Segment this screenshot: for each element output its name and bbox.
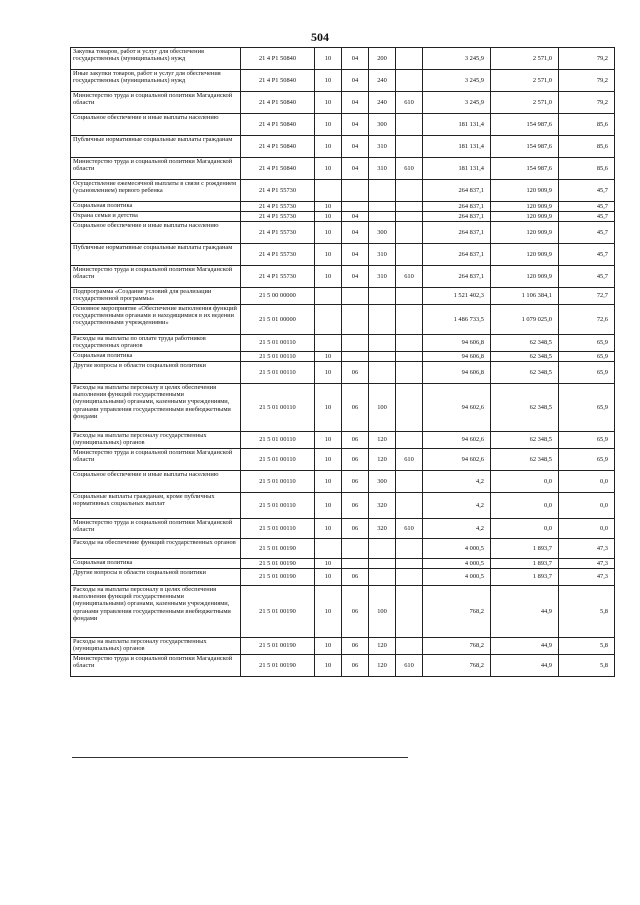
- cell-executed: 62 348,5: [491, 384, 559, 432]
- cell-subsection: 04: [342, 266, 369, 288]
- cell-expense-type: [369, 539, 396, 559]
- table-row: [71, 569, 615, 586]
- table-row: [71, 266, 615, 288]
- cell-expense-type: 200: [369, 48, 396, 70]
- cell-subsection: 06: [342, 519, 369, 539]
- cell-administrator: [396, 48, 423, 70]
- cell-target-code: 21 4 P1 50840: [241, 158, 315, 180]
- table-row: [71, 136, 615, 158]
- cell-executed: 62 348,5: [491, 362, 559, 384]
- cell-executed: 62 348,5: [491, 449, 559, 471]
- cell-name: Социальное обеспечение и иные выплаты населению: [71, 114, 241, 136]
- cell-administrator: 610: [396, 519, 423, 539]
- cell-administrator: [396, 586, 423, 638]
- cell-planned: 94 606,8: [423, 335, 491, 352]
- cell-target-code: 21 5 01 00190: [241, 539, 315, 559]
- cell-name: Расходы на выплаты персоналу в целях обеспечения выполнения функций государственными (муниципальными) органами, казенными учреждениями, органами управления государственными внебюджетными фондами: [71, 384, 241, 432]
- cell-target-code: 21 5 01 00110: [241, 362, 315, 384]
- cell-name: Публичные нормативные социальные выплаты гражданам: [71, 136, 241, 158]
- cell-name: Расходы на выплаты персоналу государственных (муниципальных) органов: [71, 432, 241, 449]
- cell-administrator: [396, 335, 423, 352]
- cell-section: 10: [315, 92, 342, 114]
- cell-name: Социальные выплаты гражданам, кроме публичных нормативных социальных выплат: [71, 493, 241, 519]
- cell-section: 10: [315, 471, 342, 493]
- cell-planned: 1 521 402,3: [423, 288, 491, 305]
- cell-administrator: [396, 362, 423, 384]
- cell-percent: 5,8: [559, 655, 615, 677]
- cell-planned: 181 131,4: [423, 114, 491, 136]
- table-row: [71, 48, 615, 70]
- cell-planned: 264 837,1: [423, 212, 491, 222]
- cell-section: 10: [315, 114, 342, 136]
- cell-executed: 2 571,0: [491, 70, 559, 92]
- cell-section: 10: [315, 222, 342, 244]
- cell-administrator: [396, 559, 423, 569]
- cell-name: Министерство труда и социальной политики Магаданской области: [71, 655, 241, 677]
- cell-percent: 5,8: [559, 638, 615, 655]
- cell-expense-type: [369, 288, 396, 305]
- cell-planned: 94 602,6: [423, 432, 491, 449]
- cell-executed: 154 987,6: [491, 158, 559, 180]
- cell-target-code: 21 4 P1 55730: [241, 202, 315, 212]
- cell-executed: 2 571,0: [491, 92, 559, 114]
- cell-name: Подпрограмма «Создание условий для реализации государственной программы»: [71, 288, 241, 305]
- cell-target-code: 21 5 01 00110: [241, 432, 315, 449]
- cell-subsection: [342, 288, 369, 305]
- cell-section: 10: [315, 384, 342, 432]
- cell-administrator: 610: [396, 92, 423, 114]
- cell-section: 10: [315, 48, 342, 70]
- cell-administrator: 610: [396, 449, 423, 471]
- cell-expense-type: [369, 305, 396, 335]
- cell-planned: 3 245,9: [423, 70, 491, 92]
- cell-percent: 72,6: [559, 305, 615, 335]
- cell-percent: 79,2: [559, 92, 615, 114]
- cell-section: 10: [315, 655, 342, 677]
- cell-name: Осуществление ежемесячной выплаты в связи с рождением (усыновлением) первого ребенка: [71, 180, 241, 202]
- cell-subsection: 06: [342, 655, 369, 677]
- cell-planned: 94 606,8: [423, 362, 491, 384]
- cell-administrator: [396, 638, 423, 655]
- cell-percent: 65,9: [559, 335, 615, 352]
- cell-subsection: 04: [342, 222, 369, 244]
- cell-name: Социальное обеспечение и иные выплаты населению: [71, 222, 241, 244]
- cell-section: [315, 180, 342, 202]
- cell-section: 10: [315, 519, 342, 539]
- table-row: [71, 362, 615, 384]
- cell-planned: 94 602,6: [423, 384, 491, 432]
- cell-executed: 1 106 384,1: [491, 288, 559, 305]
- cell-expense-type: 120: [369, 449, 396, 471]
- cell-executed: 44,9: [491, 638, 559, 655]
- cell-percent: 65,9: [559, 362, 615, 384]
- cell-expense-type: 310: [369, 158, 396, 180]
- cell-executed: 1 893,7: [491, 539, 559, 559]
- cell-planned: 4,2: [423, 493, 491, 519]
- cell-administrator: [396, 202, 423, 212]
- cell-percent: 85,6: [559, 114, 615, 136]
- cell-subsection: [342, 352, 369, 362]
- cell-target-code: 21 4 P1 50840: [241, 136, 315, 158]
- cell-administrator: [396, 493, 423, 519]
- cell-target-code: 21 5 01 00110: [241, 352, 315, 362]
- cell-planned: 768,2: [423, 586, 491, 638]
- cell-name: Министерство труда и социальной политики Магаданской области: [71, 92, 241, 114]
- cell-percent: 65,9: [559, 352, 615, 362]
- cell-subsection: 04: [342, 136, 369, 158]
- cell-target-code: 21 5 01 00110: [241, 519, 315, 539]
- cell-expense-type: 310: [369, 136, 396, 158]
- table-row: [71, 335, 615, 352]
- cell-administrator: [396, 222, 423, 244]
- cell-section: 10: [315, 244, 342, 266]
- cell-administrator: [396, 471, 423, 493]
- cell-section: 10: [315, 493, 342, 519]
- cell-administrator: [396, 288, 423, 305]
- cell-percent: 45,7: [559, 212, 615, 222]
- cell-planned: 768,2: [423, 638, 491, 655]
- cell-name: Основное мероприятие «Обеспечение выполнения функций государственными органами и находящимися в их ведении государственными учреждениями»: [71, 305, 241, 335]
- cell-executed: 120 909,9: [491, 266, 559, 288]
- cell-section: 10: [315, 559, 342, 569]
- cell-expense-type: 300: [369, 222, 396, 244]
- cell-name: Закупка товаров, работ и услуг для обеспечения государственных (муниципальных) нужд: [71, 48, 241, 70]
- cell-percent: 85,6: [559, 136, 615, 158]
- cell-executed: 44,9: [491, 655, 559, 677]
- table-row: [71, 493, 615, 519]
- cell-planned: 181 131,4: [423, 136, 491, 158]
- cell-executed: 0,0: [491, 471, 559, 493]
- cell-target-code: 21 5 01 00110: [241, 471, 315, 493]
- cell-percent: 45,7: [559, 266, 615, 288]
- cell-subsection: [342, 180, 369, 202]
- footer-divider: [72, 757, 408, 758]
- cell-subsection: [342, 335, 369, 352]
- table-row: [71, 638, 615, 655]
- cell-percent: 45,7: [559, 222, 615, 244]
- cell-section: 10: [315, 586, 342, 638]
- cell-expense-type: 240: [369, 70, 396, 92]
- table-row: [71, 539, 615, 559]
- table-row: [71, 114, 615, 136]
- cell-name: Министерство труда и социальной политики Магаданской области: [71, 266, 241, 288]
- cell-expense-type: [369, 335, 396, 352]
- cell-subsection: 04: [342, 212, 369, 222]
- cell-section: 10: [315, 352, 342, 362]
- cell-section: 10: [315, 362, 342, 384]
- cell-subsection: 06: [342, 362, 369, 384]
- cell-executed: 0,0: [491, 519, 559, 539]
- cell-expense-type: 310: [369, 244, 396, 266]
- cell-subsection: 04: [342, 158, 369, 180]
- cell-planned: 264 837,1: [423, 180, 491, 202]
- cell-name: Министерство труда и социальной политики Магаданской области: [71, 519, 241, 539]
- cell-name: Иные закупки товаров, работ и услуг для обеспечения государственных (муниципальных) нужд: [71, 70, 241, 92]
- cell-target-code: 21 4 P1 55730: [241, 266, 315, 288]
- table-row: [71, 202, 615, 212]
- cell-administrator: [396, 136, 423, 158]
- cell-subsection: 06: [342, 493, 369, 519]
- cell-subsection: 06: [342, 569, 369, 586]
- table-body: [71, 48, 615, 677]
- cell-target-code: 21 4 P1 50840: [241, 92, 315, 114]
- cell-administrator: [396, 180, 423, 202]
- cell-percent: 65,9: [559, 384, 615, 432]
- cell-administrator: [396, 70, 423, 92]
- cell-expense-type: [369, 180, 396, 202]
- cell-name: Социальная политика: [71, 352, 241, 362]
- cell-section: 10: [315, 569, 342, 586]
- cell-subsection: 04: [342, 48, 369, 70]
- table-row: [71, 180, 615, 202]
- cell-executed: 44,9: [491, 586, 559, 638]
- cell-subsection: 06: [342, 471, 369, 493]
- cell-subsection: [342, 202, 369, 212]
- cell-executed: 120 909,9: [491, 180, 559, 202]
- cell-subsection: 04: [342, 114, 369, 136]
- cell-target-code: 21 4 P1 50840: [241, 114, 315, 136]
- cell-subsection: 06: [342, 384, 369, 432]
- cell-planned: 264 837,1: [423, 222, 491, 244]
- cell-section: 10: [315, 202, 342, 212]
- cell-target-code: 21 5 01 00190: [241, 559, 315, 569]
- cell-section: [315, 539, 342, 559]
- cell-planned: 3 245,9: [423, 48, 491, 70]
- cell-planned: 3 245,9: [423, 92, 491, 114]
- cell-percent: 79,2: [559, 70, 615, 92]
- table-row: [71, 212, 615, 222]
- cell-planned: 264 837,1: [423, 202, 491, 212]
- cell-target-code: 21 4 P1 55730: [241, 244, 315, 266]
- cell-target-code: 21 5 01 00110: [241, 493, 315, 519]
- cell-name: Охрана семьи и детства: [71, 212, 241, 222]
- cell-section: [315, 305, 342, 335]
- cell-executed: 154 987,6: [491, 136, 559, 158]
- page-number: 504: [311, 30, 329, 44]
- table-row: [71, 244, 615, 266]
- cell-percent: 72,7: [559, 288, 615, 305]
- cell-percent: 47,3: [559, 559, 615, 569]
- cell-section: [315, 335, 342, 352]
- cell-planned: 4 000,5: [423, 559, 491, 569]
- cell-executed: 120 909,9: [491, 202, 559, 212]
- cell-executed: 1 079 025,0: [491, 305, 559, 335]
- table-row: [71, 559, 615, 569]
- cell-name: Министерство труда и социальной политики Магаданской области: [71, 449, 241, 471]
- cell-section: 10: [315, 638, 342, 655]
- cell-administrator: [396, 569, 423, 586]
- cell-subsection: [342, 539, 369, 559]
- table-row: [71, 432, 615, 449]
- cell-executed: 120 909,9: [491, 212, 559, 222]
- cell-name: Социальная политика: [71, 559, 241, 569]
- cell-target-code: 21 4 P1 50840: [241, 48, 315, 70]
- table-row: [71, 305, 615, 335]
- table-row: [71, 655, 615, 677]
- cell-subsection: [342, 559, 369, 569]
- cell-percent: 45,7: [559, 202, 615, 212]
- cell-target-code: 21 4 P1 55730: [241, 180, 315, 202]
- cell-target-code: 21 5 01 00190: [241, 638, 315, 655]
- cell-administrator: 610: [396, 655, 423, 677]
- cell-subsection: 06: [342, 432, 369, 449]
- cell-expense-type: [369, 202, 396, 212]
- cell-target-code: 21 4 P1 55730: [241, 212, 315, 222]
- cell-executed: 1 893,7: [491, 569, 559, 586]
- cell-planned: 4,2: [423, 471, 491, 493]
- cell-expense-type: [369, 362, 396, 384]
- cell-percent: 65,9: [559, 449, 615, 471]
- cell-section: 10: [315, 449, 342, 471]
- table-row: [71, 384, 615, 432]
- cell-subsection: 04: [342, 92, 369, 114]
- cell-name: Другие вопросы в области социальной политики: [71, 569, 241, 586]
- cell-executed: 2 571,0: [491, 48, 559, 70]
- cell-executed: 120 909,9: [491, 222, 559, 244]
- cell-executed: 0,0: [491, 493, 559, 519]
- table-row: [71, 92, 615, 114]
- cell-target-code: 21 5 01 00110: [241, 449, 315, 471]
- cell-target-code: 21 5 01 00000: [241, 305, 315, 335]
- cell-target-code: 21 5 01 00110: [241, 335, 315, 352]
- cell-percent: 0,0: [559, 519, 615, 539]
- cell-executed: 154 987,6: [491, 114, 559, 136]
- cell-administrator: [396, 305, 423, 335]
- cell-planned: 1 486 733,5: [423, 305, 491, 335]
- cell-target-code: 21 5 01 00110: [241, 384, 315, 432]
- cell-administrator: [396, 212, 423, 222]
- cell-executed: 120 909,9: [491, 244, 559, 266]
- cell-expense-type: 240: [369, 92, 396, 114]
- cell-administrator: [396, 244, 423, 266]
- cell-administrator: [396, 114, 423, 136]
- cell-name: Социальная политика: [71, 202, 241, 212]
- table-row: [71, 519, 615, 539]
- cell-target-code: 21 5 00 00000: [241, 288, 315, 305]
- cell-percent: 85,6: [559, 158, 615, 180]
- cell-percent: 45,7: [559, 180, 615, 202]
- table-row: [71, 471, 615, 493]
- cell-executed: 1 893,7: [491, 559, 559, 569]
- cell-expense-type: 120: [369, 638, 396, 655]
- cell-expense-type: 320: [369, 493, 396, 519]
- cell-target-code: 21 4 P1 55730: [241, 222, 315, 244]
- table-row: [71, 288, 615, 305]
- cell-percent: 45,7: [559, 244, 615, 266]
- cell-planned: 4 000,5: [423, 539, 491, 559]
- cell-planned: 181 131,4: [423, 158, 491, 180]
- cell-expense-type: [369, 559, 396, 569]
- cell-expense-type: 310: [369, 266, 396, 288]
- cell-planned: 4,2: [423, 519, 491, 539]
- cell-executed: 62 348,5: [491, 352, 559, 362]
- cell-percent: 79,2: [559, 48, 615, 70]
- cell-planned: 264 837,1: [423, 266, 491, 288]
- cell-section: 10: [315, 136, 342, 158]
- table-row: [71, 70, 615, 92]
- cell-administrator: 610: [396, 158, 423, 180]
- cell-subsection: 06: [342, 449, 369, 471]
- cell-section: 10: [315, 212, 342, 222]
- cell-section: 10: [315, 432, 342, 449]
- cell-executed: 62 348,5: [491, 335, 559, 352]
- cell-name: Публичные нормативные социальные выплаты гражданам: [71, 244, 241, 266]
- cell-name: Расходы на выплаты по оплате труда работников государственных органов: [71, 335, 241, 352]
- cell-expense-type: 300: [369, 471, 396, 493]
- table-row: [71, 586, 615, 638]
- cell-name: Министерство труда и социальной политики Магаданской области: [71, 158, 241, 180]
- cell-expense-type: [369, 352, 396, 362]
- cell-subsection: 04: [342, 244, 369, 266]
- cell-percent: 47,3: [559, 539, 615, 559]
- cell-target-code: 21 5 01 00190: [241, 586, 315, 638]
- table-row: [71, 158, 615, 180]
- cell-administrator: [396, 432, 423, 449]
- cell-expense-type: 100: [369, 586, 396, 638]
- cell-subsection: 06: [342, 586, 369, 638]
- cell-expense-type: [369, 212, 396, 222]
- cell-expense-type: 120: [369, 432, 396, 449]
- cell-name: Расходы на выплаты персоналу в целях обеспечения выполнения функций государственными (муниципальными) органами, казенными учреждениями, органами управления государственными внебюджетными фондами: [71, 586, 241, 638]
- cell-target-code: 21 5 01 00190: [241, 655, 315, 677]
- cell-name: Расходы на выплаты персоналу государственных (муниципальных) органов: [71, 638, 241, 655]
- table-row: [71, 222, 615, 244]
- cell-name: Расходы на обеспечение функций государственных органов: [71, 539, 241, 559]
- cell-planned: 94 602,6: [423, 449, 491, 471]
- cell-expense-type: [369, 569, 396, 586]
- cell-administrator: [396, 539, 423, 559]
- cell-percent: 0,0: [559, 471, 615, 493]
- cell-name: Другие вопросы в области социальной политики: [71, 362, 241, 384]
- cell-percent: 0,0: [559, 493, 615, 519]
- cell-expense-type: 100: [369, 384, 396, 432]
- cell-percent: 65,9: [559, 432, 615, 449]
- cell-expense-type: 320: [369, 519, 396, 539]
- cell-section: 10: [315, 266, 342, 288]
- cell-name: Социальное обеспечение и иные выплаты населению: [71, 471, 241, 493]
- cell-expense-type: 120: [369, 655, 396, 677]
- cell-percent: 47,3: [559, 569, 615, 586]
- cell-section: [315, 288, 342, 305]
- cell-target-code: 21 5 01 00190: [241, 569, 315, 586]
- cell-planned: 94 606,8: [423, 352, 491, 362]
- cell-subsection: 04: [342, 70, 369, 92]
- cell-target-code: 21 4 P1 50840: [241, 70, 315, 92]
- table-row: [71, 352, 615, 362]
- cell-section: 10: [315, 158, 342, 180]
- cell-planned: 264 837,1: [423, 244, 491, 266]
- cell-planned: 4 000,5: [423, 569, 491, 586]
- table-row: [71, 449, 615, 471]
- cell-planned: 768,2: [423, 655, 491, 677]
- cell-executed: 62 348,5: [491, 432, 559, 449]
- cell-expense-type: 300: [369, 114, 396, 136]
- budget-table: [70, 47, 615, 677]
- cell-section: 10: [315, 70, 342, 92]
- cell-administrator: [396, 384, 423, 432]
- cell-subsection: [342, 305, 369, 335]
- cell-percent: 5,8: [559, 586, 615, 638]
- cell-administrator: 610: [396, 266, 423, 288]
- cell-administrator: [396, 352, 423, 362]
- cell-subsection: 06: [342, 638, 369, 655]
